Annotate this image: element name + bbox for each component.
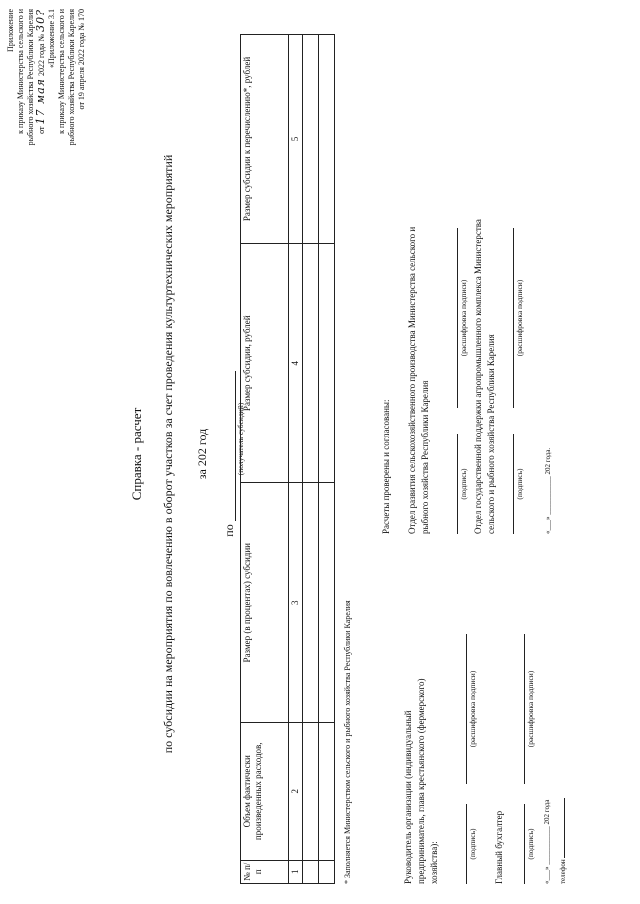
accountant-title: Главный бухгалтер	[494, 810, 504, 884]
period-line: за 202 год	[195, 428, 209, 480]
approval-date-line: «___» ___________ 202 года.	[544, 447, 552, 534]
appendix-date-prefix: от	[37, 126, 46, 134]
appendix-block	[6, 9, 87, 214]
header-cell: № п/п	[241, 860, 289, 883]
footnote: * Заполняется Министерством сельского и рыбного хозяйства Республики Карелия	[343, 600, 352, 884]
page-subtitle: по субсидии на мероприятия по вовлечению в оборот участков за счет проведения культуртехнических мероприятий	[161, 154, 175, 754]
header-cell: Размер субсидии к перечислению*, рублей	[241, 35, 289, 244]
appendix-line: к приказу Министерства сельского и	[57, 9, 66, 134]
header-cell: Объем фактически произведенных расходов,	[241, 722, 289, 860]
decode-caption: (расшифровка подписи)	[459, 279, 468, 357]
decode-caption: (расшифровка подписи)	[468, 670, 477, 748]
sign-caption: (подпись)	[515, 468, 524, 500]
appendix-date-handwritten: 17 мая	[34, 78, 47, 125]
applicant-signature-block	[402, 564, 568, 884]
decode-caption: (расшифровка подписи)	[526, 670, 535, 748]
po-label: по	[222, 524, 236, 537]
appendix-line: рыбного хозяйства Республики Карелия	[26, 9, 35, 146]
appendix-line: рыбного хозяйства Республики Карелия	[67, 9, 76, 146]
recipient-line	[223, 371, 236, 521]
title-block	[128, 64, 245, 844]
appendix-line: от 19 апреля 2022 года № 170	[77, 9, 86, 110]
sign-caption: (подпись)	[459, 468, 468, 500]
table-header-row	[241, 35, 289, 884]
appendix-date-line	[36, 9, 47, 214]
decode-caption: (расшифровка подписи)	[515, 279, 524, 357]
appendix-line: к приказу Министерства сельского и	[16, 9, 25, 134]
date-line: «___» ___________ 202 года	[543, 799, 551, 884]
checked-label: Расчеты проверены и согласованы:	[381, 399, 391, 534]
sign-caption: (подпись)	[468, 828, 477, 860]
phone-label: телефон	[559, 859, 567, 884]
phone-line	[556, 798, 565, 858]
sign-caption: (подпись)	[526, 828, 535, 860]
number-cell: 5	[289, 35, 303, 244]
table-row	[319, 35, 335, 884]
table-number-row	[289, 35, 303, 884]
dept1-title: Отдел развития сельскохозяйственного производства Министерства сельского и рыбного хозяйства Республики Карелия	[407, 226, 430, 534]
appendix-number-handwritten: 30?	[34, 9, 47, 32]
appendix-date-suffix: 2022 года №	[37, 33, 46, 77]
page-title: Справка - расчет	[129, 407, 144, 501]
recipient-caption: (получатель субсидий)	[236, 402, 245, 476]
approval-block	[380, 114, 553, 534]
head-title: Руководитель организации (индивидуальный предприниматель, глава крестьянского (фермерского) хозяйства):	[403, 678, 439, 884]
appendix-line: Приложение	[6, 9, 15, 52]
table-row	[303, 35, 319, 884]
header-cell: Размер субсидии, рублей	[241, 243, 289, 483]
header-cell: Размер (в процентах) субсидии	[241, 483, 289, 723]
number-cell: 3	[289, 483, 303, 723]
appendix-line: «Приложение 3.1	[47, 9, 56, 68]
number-cell: 4	[289, 243, 303, 483]
number-cell: 1	[289, 860, 303, 883]
calculation-table	[240, 34, 335, 884]
number-cell: 2	[289, 722, 303, 860]
dept2-title: Отдел государственной поддержки агропромышленного комплекса Министерства сельского и рыбного хозяйства Республики Карелия	[473, 219, 496, 534]
